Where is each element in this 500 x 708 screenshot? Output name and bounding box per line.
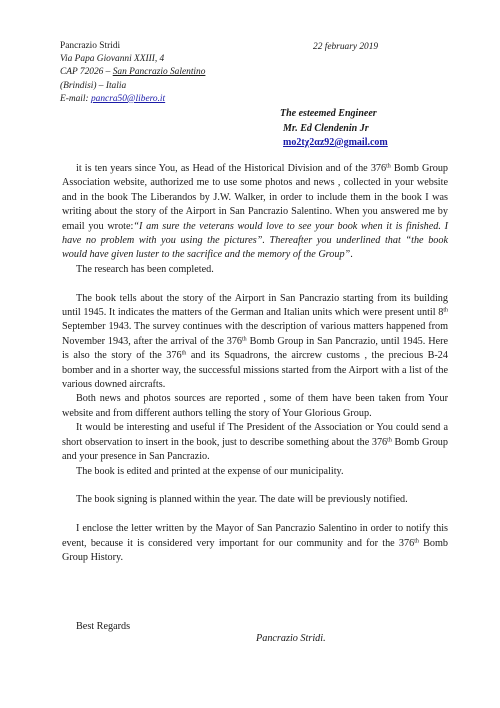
sender-email-link[interactable]: pancra50@libero.it (90, 93, 166, 104)
body-paragraph-4: Both news and photos sources are reported , some of them have been taken from Your website and from different authors telling the story of Your Glorious Group. (62, 393, 448, 419)
ordinal-suffix: th (387, 437, 392, 444)
body-paragraph-3 (62, 292, 448, 393)
sender-cap: CAP 72026 – (60, 67, 113, 78)
body-text: I enclose the letter written by the Mayor of San Pancrazio Salentino in order to notify this event, because it is considered very important for our community and for the 376 (62, 523, 448, 549)
body-text: The book tells about the story of the Airport in San Pancrazio starting from its building until 1945. It indicates the matters of the German and Italian units which were present until 8 (62, 292, 448, 319)
letter-body (62, 162, 448, 565)
body-text: Bomb Group in San Pancrazio, until 1945. Here is also the story of the 376 (62, 335, 449, 362)
body-text: it is ten years since You, as Head of the Historical Division and of the 376 (76, 163, 387, 174)
sender-cap-line (60, 66, 205, 79)
sender-address-block (60, 40, 205, 106)
sender-town: San Pancrazio Salentino (112, 67, 206, 78)
recipient-salutation: The esteemed Engineer (280, 108, 377, 119)
body-text: and its Squadrons, the aircrew customs , the precious B-24 bomber and in a shorter way, the successful missions started from the Airport with a list of the various downed aircrafts. (62, 350, 448, 391)
ordinal-suffix: th (181, 350, 187, 357)
sender-email-label: E-mail: (60, 93, 91, 104)
ordinal-suffix: th (443, 307, 448, 314)
recipient-name: Mr. Ed Clendenin Jr (283, 122, 369, 134)
sender-name: Pancrazio Stridi (60, 41, 121, 51)
body-paragraph-2: The research has been completed. (76, 263, 214, 275)
sender-email-line (60, 93, 205, 106)
body-text: Bomb Group Association website, authorized me to use some photos and news , collected in your website and in the book The Liberandos by J.W. Walker, in order to include them in the book I was writing about the story of the Airport in San Pancrazio Salentino. When you answered me by email you wrote: (62, 163, 449, 232)
sender-province: (Brindisi) – Italia (60, 80, 127, 91)
body-paragraph-7: The book signing is planned within the year. The date will be previously notified. (76, 494, 408, 506)
body-paragraph-1 (62, 162, 448, 263)
body-text: It would be interesting and useful if The President of the Association or You could send a short observation to insert in the book, just to describe something about the 376 (62, 422, 448, 448)
closing-text: Best Regards (76, 621, 131, 632)
signature: Pancrazio Stridi. (256, 633, 326, 644)
body-text: Bomb Group and your presence in San Pancrazio. (62, 436, 448, 463)
body-paragraph-5 (62, 421, 448, 464)
letter-date: 22 february 2019 (313, 42, 379, 52)
body-text: Bomb Group History. (62, 537, 448, 563)
body-paragraph-8 (62, 522, 448, 565)
recipient-email-link[interactable]: mo2tχ2αz92@gmail.com (283, 137, 388, 148)
quoted-text: “I am sure the veterans would love to see your book when it is finished. I have no problem with you using the pictures”. Thereafter you underlined that “the book would have given luster to the sacrifice and the memory of the Group” (62, 220, 449, 261)
ordinal-suffix: th (242, 336, 247, 343)
body-text: . (350, 249, 353, 261)
sender-street: Via Papa Giovanni XXIII, 4 (60, 54, 165, 65)
body-text: September 1943. The survey continues with the description of various matters happened from November 1943, after the arrival of the 376 (62, 321, 448, 347)
ordinal-suffix: th (386, 163, 391, 170)
recipient-block (280, 107, 388, 151)
ordinal-suffix: th (414, 538, 419, 545)
body-paragraph-6: The book is edited and printed at the expense of our municipality. (76, 465, 344, 477)
